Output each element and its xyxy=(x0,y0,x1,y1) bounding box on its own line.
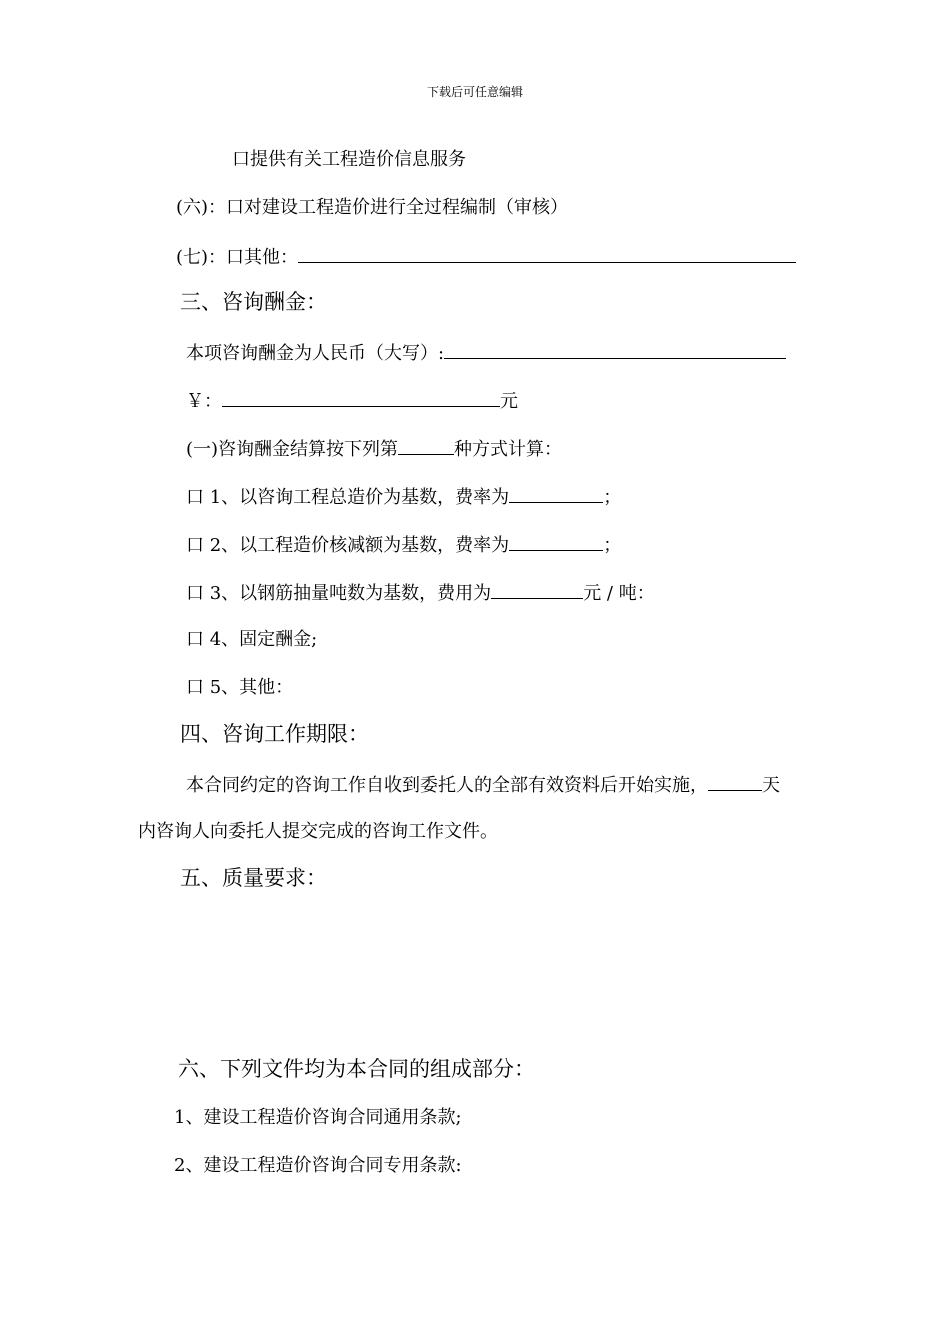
clause-six: (六)：口对建设工程造价进行全过程编制（审核） xyxy=(176,197,569,218)
option-4-line: 口 4、固定酬金; xyxy=(186,629,318,650)
settlement-method-line xyxy=(186,436,562,462)
section-three-heading: 三、咨询酬金： xyxy=(180,290,327,314)
option-3-suffix: 元 / 吨： xyxy=(583,583,655,604)
option-5-line: 口 5、其他： xyxy=(186,677,294,698)
option-3-line xyxy=(186,580,655,606)
section-five-heading: 五、质量要求： xyxy=(180,866,327,890)
days-unit: 天 xyxy=(762,775,780,796)
option-2-rate-blank[interactable] xyxy=(509,532,603,551)
other-blank[interactable] xyxy=(298,244,796,263)
option-2-line xyxy=(186,532,621,558)
yen-label: ￥： xyxy=(186,391,222,412)
fee-amount-label: 本项咨询酬金为人民币（大写）: xyxy=(186,343,445,364)
document-item-1: 1、建设工程造价咨询合同通用条款; xyxy=(174,1107,462,1128)
fee-yuan-blank[interactable] xyxy=(222,388,500,407)
section-four-heading: 四、咨询工作期限： xyxy=(180,722,369,746)
settlement-method-label: (一)咨询酬金结算按下列第 xyxy=(186,439,399,460)
work-period-continued: 内咨询人向委托人提交完成的咨询工作文件。 xyxy=(138,821,498,842)
option-3-label: 口 3、以钢筋抽量吨数为基数，费用为 xyxy=(186,583,492,604)
fee-amount-line xyxy=(186,340,786,366)
option-2-label: 口 2、以工程造价核减额为基数，费率为 xyxy=(186,535,510,556)
option-1-line xyxy=(186,484,621,510)
option-1-suffix: ； xyxy=(603,487,622,508)
yuan-unit: 元 xyxy=(500,391,518,412)
option-1-label: 口 1、以咨询工程总造价为基数，费率为 xyxy=(186,487,510,508)
option-1-rate-blank[interactable] xyxy=(509,484,603,503)
clause-seven-label: (七)：口其他： xyxy=(176,247,299,268)
document-item-2: 2、建设工程造价咨询合同专用条款: xyxy=(174,1155,462,1176)
work-period-line xyxy=(186,772,780,798)
page-header: 下载后可任意编辑 xyxy=(426,85,523,99)
work-period-label: 本合同约定的咨询工作自收到委托人的全部有效资料后开始实施， xyxy=(186,775,708,796)
section-six-heading: 六、下列文件均为本合同的组成部分： xyxy=(178,1057,535,1081)
option-3-fee-blank[interactable] xyxy=(491,580,583,599)
days-blank[interactable] xyxy=(708,772,762,791)
clause-seven xyxy=(176,244,796,270)
method-number-blank[interactable] xyxy=(398,436,454,455)
option-2-suffix: ； xyxy=(603,535,622,556)
settlement-method-suffix: 种方式计算： xyxy=(454,439,563,460)
fee-amount-blank[interactable] xyxy=(444,340,786,359)
fee-yuan-line xyxy=(186,388,518,414)
clause-provide-info: 口提供有关工程造价信息服务 xyxy=(232,149,466,170)
